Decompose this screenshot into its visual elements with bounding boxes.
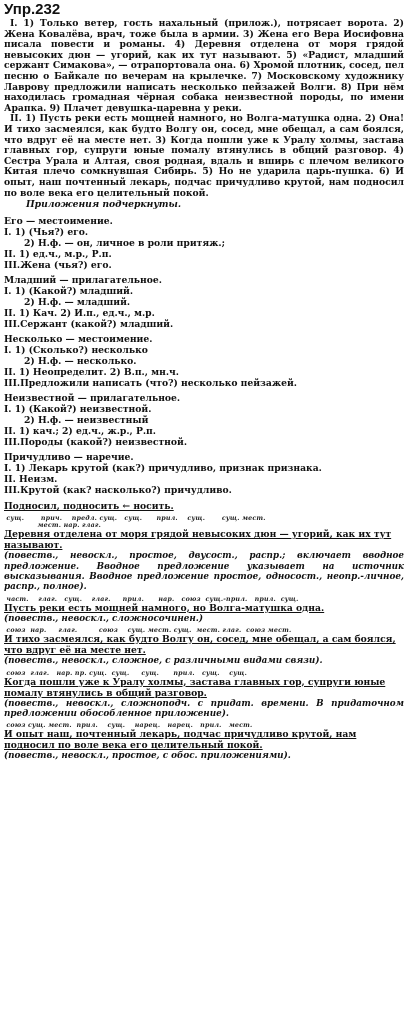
pos-tags: союз глаг. нар. пр. сущ. сущ. сущ. прил. сущ. сущ. — [4, 669, 247, 677]
word-head: Младший — прилагательное. — [4, 275, 162, 287]
word-line: III.Предложили написать (что?) несколько пейзажей. — [4, 378, 297, 390]
word-line: III.Сержант (какой?) младший. — [4, 319, 174, 331]
word-line: I. 1) (Какой?) младший. — [4, 286, 134, 298]
word-line: I. 1) (Чья?) его. — [4, 227, 89, 239]
word-line: III.Жена (чья?) его. — [4, 260, 112, 272]
word-line: I. 1) (Какой?) неизвестной. — [4, 404, 152, 416]
word-block-prichudlivo — [4, 452, 404, 496]
word-block-neskolko — [4, 334, 404, 389]
word-line: II. 1) Кач. 2) И.п., ед.ч., м.р. — [4, 308, 155, 320]
note-appositives: Приложения подчеркнуты. — [26, 199, 182, 211]
word-head: Неизвестной — прилагательное. — [4, 393, 181, 405]
analyzed-sentence: И опыт наш, почтенный лекарь, подчас причудливо крутой, нам подносил по воле века его целительный покой. — [4, 729, 357, 752]
morphemic-analysis — [4, 501, 404, 512]
word-block-ego — [4, 216, 404, 271]
pos-tags: сущ. прич. предл. сущ. сущ. прил. сущ. сущ. мест. мест. нар. глаг. — [6, 515, 266, 530]
analyzed-sentence: Когда пошли уже к Уралу холмы, застава главных гор, супруги юные помалу втянулись в общий разговор. — [4, 676, 386, 699]
text-paragraph-2: II. 1) Пусть реки есть мощней намного, но Волга-матушка одна. 2) Она! И тихо засмеялся, как будто Волгу он, сосед, мне обещал, а сам боялся, что вдруг её на месте нет. 3) Когда пошли уже к Уралу холмы, застава главных гор, супруги юные помалу втянулись в общий разговор. 4) Сестра Урала и Алтая, своя родная, вдаль и вширь с плечом великого Китая плечо сомкнувшая Сибирь. 5) Но не ударила царь-пушка. 6) И опыт, наш почтенный лекарь, подчас причудливо крутой, нам подносил по воле века его целительный покой. — [4, 113, 404, 199]
text-paragraph-1: I. 1) Только ветер, гость нахальный (прилож.), потрясает ворота. 2) Жена Ковалёва, врач, тоже была в армии. 3) Жена его Вера Иосифовна писала повести и романы. 4) Деревня отделена от моря грядой невысоких дюн — угорий, как их тут называют. 5) «Радист, младший сержант Симакова», — отрапортовала она. 6) Хромой плотник, сосед, пел песню о Байкале по вечерам на крылечке. 7) Московскому художнику Лаврову предложили написать несколько пейзажей Волги. 8) При нём находилась громадная чёрная собака неизвестной породы, по имени Арапка. 9) Плачет девушка-царевна у реки. — [4, 18, 404, 114]
exercise-page — [4, 2, 404, 762]
word-line: 2) Н.ф. — младший. — [24, 297, 131, 309]
analysis-description: (повеств., невоскл., сложноподч. с придат. времени. В придаточном предложении обособленное приложение). — [4, 698, 404, 719]
sentence-analysis-3 — [4, 627, 404, 666]
word-block-neizvestnoy — [4, 393, 404, 448]
analyzed-sentence: Деревня отделена от моря грядой невысоких дюн — угорий, как их тут называют. — [4, 529, 392, 552]
word-block-mladshiy — [4, 275, 404, 330]
word-head: Причудливо — наречие. — [4, 452, 134, 464]
word-head: Его — местоимение. — [4, 216, 113, 228]
analysis-description: (повеств., невоскл., простое, двусост., распр.; включает вводное предложение. Вводное предложение указывает на источник высказывания. Вводное предложение простое, односост., неопр.-личное, распр., полное). — [4, 551, 404, 593]
word-line: II. 1) Неопределит. 2) В.п., мн.ч. — [4, 367, 179, 379]
analysis-description: (повеств., невоскл., сложное, с различными видами связи). — [4, 656, 323, 667]
word-line: II. Неизм. — [4, 474, 58, 486]
morphemic-text: Подносил, подносить ← носить. — [4, 501, 174, 513]
sentence-analysis-2 — [4, 596, 404, 624]
analyzed-sentence: Пусть реки есть мощней намного, но Волга-матушка одна. — [4, 602, 325, 614]
word-line: I. 1) (Сколько?) несколько — [4, 345, 148, 357]
analysis-description: (повеств., невоскл., сложносочинен.) — [4, 613, 204, 624]
word-line: 2) Н.ф. — неизвестный — [24, 415, 149, 427]
pos-tags: союз сущ. мест. прил. сущ. нарец. нарец. прил. мест. — [4, 722, 253, 730]
word-line: II. 1) ед.ч., м.р., Р.п. — [4, 249, 112, 261]
sentence-analysis-1 — [4, 515, 404, 593]
sentence-analysis-4 — [4, 670, 404, 720]
word-line: 2) Н.ф. — он, личное в роли притяж.; — [24, 238, 225, 250]
pos-tags: союз нар. глаг. союз сущ. мест. сущ. мест. глаг. союз мест. — [4, 627, 292, 635]
word-head: Несколько — местоимение. — [4, 334, 153, 346]
word-line: 2) Н.ф. — несколько. — [24, 356, 137, 368]
analysis-description: (повеств., невоскл., простое, с обос. приложениями). — [4, 751, 291, 762]
word-line: II. 1) кач.; 2) ед.ч., ж.р., Р.п. — [4, 426, 156, 438]
analyzed-sentence: И тихо засмеялся, как будто Волгу он, сосед, мне обещал, а сам боялся, что вдруг её на месте нет. — [4, 634, 396, 657]
word-line: III.Породы (какой?) неизвестной. — [4, 437, 188, 449]
exercise-title: Упр.232 — [4, 1, 61, 18]
word-line: I. 1) Лекарь крутой (как?) причудливо, признак признака. — [4, 463, 322, 475]
sentence-analysis-5 — [4, 722, 404, 761]
word-line: III.Крутой (как? насколько?) причудливо. — [4, 485, 232, 497]
pos-tags: част. глаг. сущ. глаг. прил. нар. союз сущ.-прил. прил. сущ. — [4, 595, 299, 603]
